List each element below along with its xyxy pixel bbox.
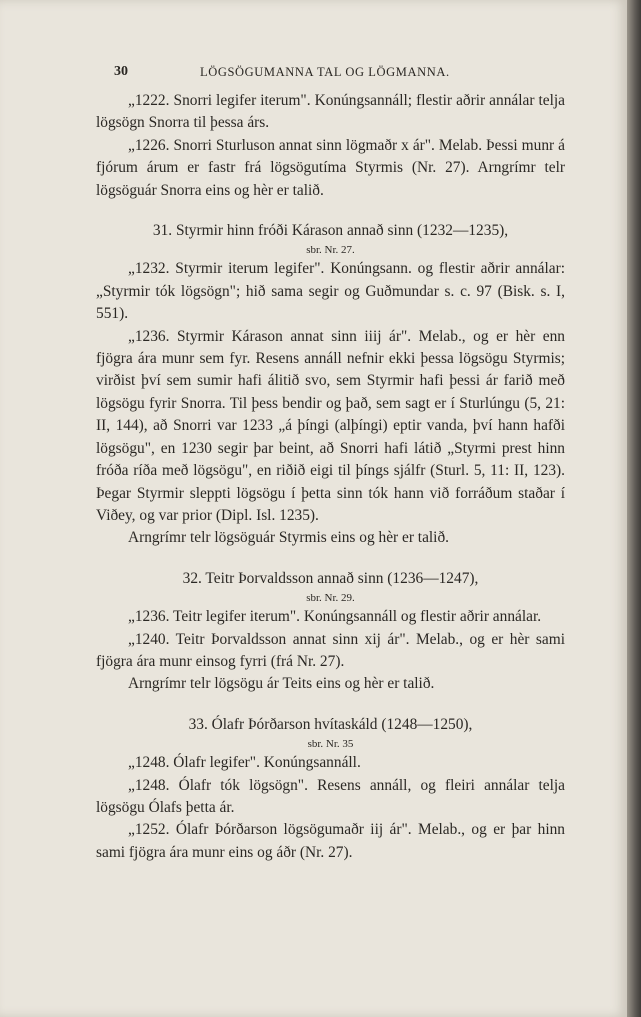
section-33-reference: sbr. Nr. 35 bbox=[307, 738, 354, 751]
entry-1236-styrmir: „1236. Styrmir Kárason annat sinn iiij ár". Melab., og er hèr enn fjögra ára munr sem fyr. Resens annáll nefnir ekki þessa lögsögu Styrmis; virðist því sem sumir hafi álitið svo, sem Styrmir hafi þessi ár farið með lögsögu fyrir Snorra. Til þess bendir og það, sem sagt er í Sturlúngu (5, 21: II, 144), að Snorri var 1233 „á þíngi (alþíngi) eptir vanda, því hann hafði lögsögu", en 1230 segir þar beint, að Snorri hafi látið „Styrmi prest hinn fróða ríða með lögsögu", en riðið eigi til þíngs sjálfr (Sturl. 5, 11: II, 123). Þegar Styrmir sleppti lögsögu í þetta sinn tók hann við forráðum staðar í Viðey, og var prior (Dipl. Isl. 1235). bbox=[96, 327, 565, 524]
entry-1222: „1222. Snorri legifer iterum". Konúngsannáll; flestir aðrir annálar telja lögsögn Snorra til þessa árs. bbox=[96, 92, 565, 132]
entry-1232: „1232. Styrmir iterum legifer". Konúngsann. og flestir aðrir annálar: „Styrmir tók lögsögn"; hið sama segir og Guðmundar s. c. 97 (Bisk. s. I, 551). bbox=[96, 260, 565, 323]
section-31-reference: sbr. Nr. 27. bbox=[306, 244, 355, 257]
entry-1226: „1226. Snorri Sturluson annat sinn lögmaðr x ár". Melab. Þessi munr á fjórum árum er fastr frá lögsögutíma Styrmis (Nr. 27). Arngrímr telr lögsöguár Snorra eins og hèr er talið. bbox=[96, 136, 565, 199]
arngrimr-note-styrmir: Arngrímr telr lögsöguár Styrmis eins og hèr er talið. bbox=[128, 529, 450, 547]
page-body bbox=[96, 90, 565, 864]
page-header bbox=[96, 64, 566, 84]
page-edge-shadow bbox=[627, 0, 641, 1017]
section-32-reference: sbr. Nr. 29. bbox=[306, 592, 355, 605]
entry-1248-konungsannall: „1248. Ólafr legifer". Konúngsannáll. bbox=[128, 754, 361, 772]
section-32-heading: 32. Teitr Þorvaldsson annað sinn (1236—1247), bbox=[182, 569, 479, 587]
arngrimr-note-teitr: Arngrímr telr lögsögu ár Teits eins og hèr er talið. bbox=[128, 675, 435, 693]
entry-1248-resens: „1248. Ólafr tók lögsögn". Resens annáll, og fleiri annálar telja lögsögu Ólafs þetta ár. bbox=[96, 776, 565, 816]
entry-1252: „1252. Ólafr Þórðarson lögsögumaðr iij ár". Melab., og er þar hinn sami fjögra ára munr eins og áðr (Nr. 27). bbox=[96, 821, 565, 861]
running-header: LÖGSÖGUMANNA TAL OG LÖGMANNA. bbox=[200, 65, 450, 79]
section-33-heading: 33. Ólafr Þórðarson hvítaskáld (1248—1250), bbox=[188, 715, 473, 733]
entry-1240: „1240. Teitr Þorvaldsson annat sinn xij ár". Melab., og er hèr sami fjögra ára munr einsog fyrri (frá Nr. 27). bbox=[96, 630, 565, 670]
entry-1236-teitr: „1236. Teitr legifer iterum". Konúngsannáll og flestir aðrir annálar. bbox=[128, 608, 542, 626]
page-number: 30 bbox=[114, 64, 128, 79]
section-31-heading: 31. Styrmir hinn fróði Kárason annað sinn (1232—1235), bbox=[152, 222, 509, 240]
